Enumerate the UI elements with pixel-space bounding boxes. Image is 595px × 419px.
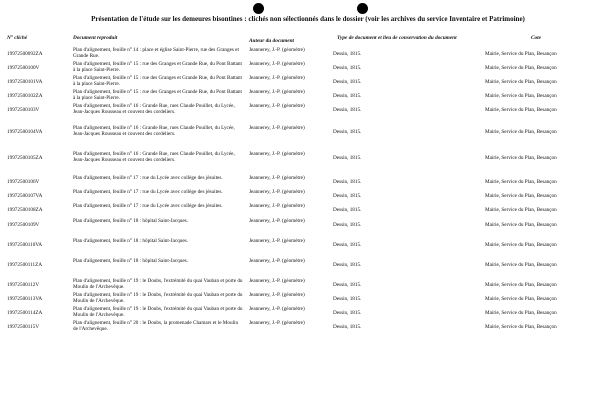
document-type: Dessin, 1815. <box>333 193 362 199</box>
table-row <box>0 151 595 175</box>
document-author: Jeannerey, J.-P. (géomètre) <box>249 103 305 109</box>
conservation-place: Mairie, Service du Plan, Besançon <box>485 282 557 288</box>
document-author: Jeannerey, J.-P. (géomètre) <box>249 61 305 67</box>
document-description: Plan d'alignement, feuille n° 14 : place et église Saint-Pierre, rue des Granges et Grande Rue. <box>73 47 239 60</box>
document-type: Dessin, 1815. <box>333 324 362 330</box>
document-author: Jeannerey, J.-P. (géomètre) <box>249 258 305 264</box>
cliche-number: 19972500100V <box>7 65 40 71</box>
conservation-place: Mairie, Service du Plan, Besançon <box>485 107 557 113</box>
header-no-cliche: N° cliché <box>7 35 28 41</box>
conservation-place: Mairie, Service du Plan, Besançon <box>485 193 557 199</box>
document-author: Jeannerey, J.-P. (géomètre) <box>249 238 305 244</box>
document-author: Jeannerey, J.-P. (géomètre) <box>249 125 305 131</box>
table-row <box>0 203 595 218</box>
conservation-place: Mairie, Service du Plan, Besançon <box>485 324 557 330</box>
document-description: Plan d'alignement, feuille n° 16 : Grande Rue, rues Claude Pouillet, du Lycée, Jean-Jacques Rousseau et couvent des cordeliers. <box>73 125 235 138</box>
document-type: Dessin, 1815. <box>333 282 362 288</box>
cliche-number: 19972500112V <box>7 282 40 288</box>
conservation-place: Mairie, Service du Plan, Besançon <box>485 222 557 228</box>
document-description: Plan d'alignement, feuille n° 19 : le Doubs, l'extrémité du quai Vauban et porte du Moulin de l'Archevêque. <box>73 278 243 291</box>
document-author: Jeannerey, J.-P. (géomètre) <box>249 292 305 298</box>
document-author: Jeannerey, J.-P. (géomètre) <box>249 75 305 81</box>
punch-hole-right <box>357 3 368 14</box>
document-type: Dessin, 1815. <box>333 51 362 57</box>
cliche-number: 19972500108ZA <box>7 207 43 213</box>
cliche-number: 19972500101VA <box>7 79 43 85</box>
document-description: Plan d'alignement, feuille n° 16 : Grande Rue, rues Claude Pouillet, du Lycée, Jean-Jacques Rousseau et couvent des cordeliers. <box>73 103 235 116</box>
cliche-number: 19972500105ZA <box>7 155 43 161</box>
table-row <box>0 189 595 203</box>
cliche-number: 19972500113VA <box>7 296 43 302</box>
document-type: Dessin, 1815. <box>333 222 362 228</box>
document-description: Plan d'alignement, feuille n° 15 : rue des Granges et Grande Rue, du Pont Battant à la place Saint-Pierre. <box>73 61 242 74</box>
table-row <box>0 125 595 151</box>
table-row <box>0 61 595 75</box>
conservation-place: Mairie, Service du Plan, Besançon <box>485 179 557 185</box>
cliche-number: 19972500107VA <box>7 193 43 199</box>
document-description: Plan d'alignement, feuille n° 15 : rue des Granges et Grande Rue, du Pont Battant à la place Saint-Pierre. <box>73 89 242 102</box>
document-type: Dessin, 1815. <box>333 79 362 85</box>
document-description: Plan d'alignement, feuille n° 19 : le Doubs, l'extrémité du quai Vauban et porte du Moulin de l'Archevêque. <box>73 292 243 305</box>
table-row <box>0 175 595 189</box>
cliche-number: 19972500103V <box>7 107 40 113</box>
document-description: Plan d'alignement, feuille n° 16 : Grande Rue, rues Claude Pouillet, du Lycée, Jean-Jacques Rousseau et couvent des cordeliers. <box>73 151 235 164</box>
document-author: Jeannerey, J.-P. (géomètre) <box>249 306 305 312</box>
document-description: Plan d'alignement, feuille n° 17 : rue du Lycée avec collège des jésuites. <box>73 189 223 195</box>
document-type: Dessin, 1815. <box>333 310 362 316</box>
cliche-number: 19972500109V <box>7 222 40 228</box>
cliche-number: 19972500111ZA <box>7 262 43 268</box>
document-description: Plan d'alignement, feuille n° 17 : rue du Lycée avec collège des jésuites. <box>73 175 223 181</box>
conservation-place: Mairie, Service du Plan, Besançon <box>485 296 557 302</box>
table-row <box>0 292 595 306</box>
document-description: Plan d'alignement, feuille n° 20 : le Doubs, la promenade Chamars et le Moulin de l'Archevêque. <box>73 320 239 333</box>
conservation-place: Mairie, Service du Plan, Besançon <box>485 262 557 268</box>
table-row <box>0 306 595 320</box>
table-row <box>0 238 595 258</box>
header-auteur: Auteur du document <box>249 38 295 44</box>
document-type: Dessin, 1815. <box>333 93 362 99</box>
table-row <box>0 218 595 238</box>
document-type: Dessin, 1815. <box>333 107 362 113</box>
cliche-number: 19972500106V <box>7 179 40 185</box>
document-type: Dessin, 1815. <box>333 155 362 161</box>
document-description: Plan d'alignement, feuille n° 18 : hôpital Saint-Jacques. <box>73 238 188 244</box>
conservation-place: Mairie, Service du Plan, Besançon <box>485 310 557 316</box>
cliche-number: 19972500110VA <box>7 242 43 248</box>
conservation-place: Mairie, Service du Plan, Besançon <box>485 51 557 57</box>
document-type: Dessin, 1815. <box>333 207 362 213</box>
document-type: Dessin, 1815. <box>333 65 362 71</box>
table-body <box>0 47 595 340</box>
conservation-place: Mairie, Service du Plan, Besançon <box>485 207 557 213</box>
conservation-place: Mairie, Service du Plan, Besançon <box>485 93 557 99</box>
document-type: Dessin, 1815. <box>333 262 362 268</box>
cliche-number: 19972500114ZA <box>7 310 43 316</box>
document-type: Dessin, 1815. <box>333 242 362 248</box>
document-author: Jeannerey, J.-P. (géomètre) <box>249 203 305 209</box>
document-author: Jeannerey, J.-P. (géomètre) <box>249 218 305 224</box>
document-author: Jeannerey, J.-P. (géomètre) <box>249 151 305 157</box>
header-cote: Cote <box>531 35 542 41</box>
document-description: Plan d'alignement, feuille n° 15 : rue des Granges et Grande Rue, du Pont Battant à la place Saint-Pierre. <box>73 75 242 88</box>
table-row <box>0 89 595 103</box>
cliche-number: 19972500104VA <box>7 129 43 135</box>
conservation-place: Mairie, Service du Plan, Besançon <box>485 155 557 161</box>
document-author: Jeannerey, J.-P. (géomètre) <box>249 47 305 53</box>
document-description: Plan d'alignement, feuille n° 18 : hôpital Saint-Jacques. <box>73 218 188 224</box>
conservation-place: Mairie, Service du Plan, Besançon <box>485 79 557 85</box>
table-row <box>0 320 595 340</box>
header-type: Type de document et lieu de conservation du document <box>337 35 457 41</box>
document-type: Dessin, 1815. <box>333 296 362 302</box>
conservation-place: Mairie, Service du Plan, Besançon <box>485 242 557 248</box>
document-author: Jeannerey, J.-P. (géomètre) <box>249 320 305 326</box>
document-type: Dessin, 1815. <box>333 179 362 185</box>
document-description: Plan d'alignement, feuille n° 18 : hôpital Saint-Jacques. <box>73 258 188 264</box>
document-type: Dessin, 1815. <box>333 129 362 135</box>
conservation-place: Mairie, Service du Plan, Besançon <box>485 129 557 135</box>
table-row <box>0 278 595 292</box>
document-description: Plan d'alignement, feuille n° 17 : rue du Lycée avec collège des jésuites. <box>73 203 223 209</box>
document-description: Plan d'alignement, feuille n° 19 : le Doubs, l'extrémité du quai Vauban et porte du Moulin de l'Archevêque. <box>73 306 243 319</box>
document-author: Jeannerey, J.-P. (géomètre) <box>249 189 305 195</box>
conservation-place: Mairie, Service du Plan, Besançon <box>485 65 557 71</box>
header-document: Document reproduit <box>73 35 118 41</box>
table-row <box>0 47 595 61</box>
table-row <box>0 258 595 278</box>
table-row <box>0 75 595 89</box>
cliche-number: 19972500115V <box>7 324 40 330</box>
document-author: Jeannerey, J.-P. (géomètre) <box>249 175 305 181</box>
page-title: Présentation de l'étude sur les demeures bisontines : clichés non sélectionnés dans le dossier (voir les archives du service Inventaire et Patrimoine) <box>91 15 525 23</box>
punch-hole-left <box>253 3 264 14</box>
document-author: Jeannerey, J.-P. (géomètre) <box>249 278 305 284</box>
cliche-number: 19972500102ZA <box>7 93 43 99</box>
table-row <box>0 103 595 125</box>
document-author: Jeannerey, J.-P. (géomètre) <box>249 89 305 95</box>
cliche-number: 19972500092ZA <box>7 51 43 57</box>
